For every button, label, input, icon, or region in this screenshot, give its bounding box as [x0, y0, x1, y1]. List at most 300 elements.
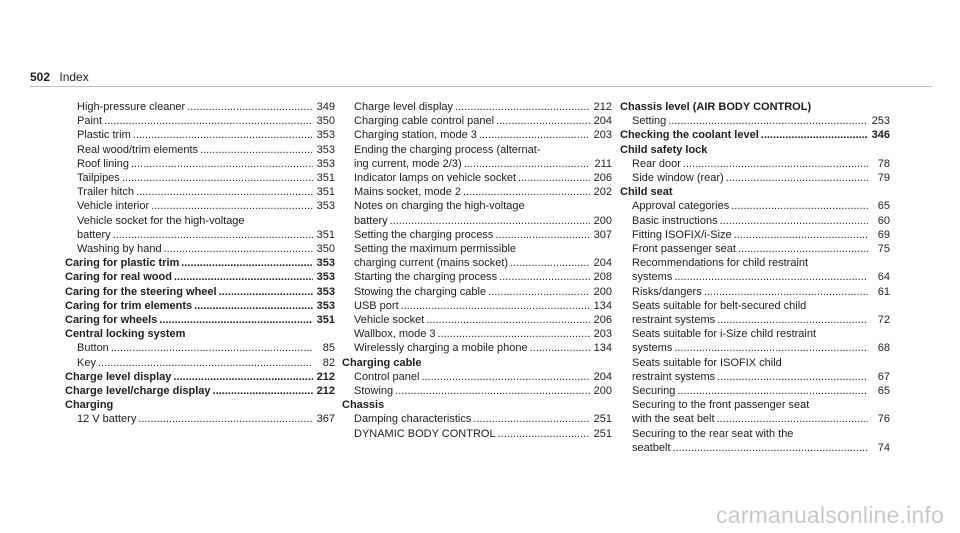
index-line	[632, 341, 890, 355]
dot-leader	[104, 114, 313, 128]
index-line	[354, 285, 612, 299]
page-reference[interactable]: 79	[877, 172, 890, 185]
dot-leader	[133, 128, 313, 142]
page-reference[interactable]: 353	[316, 200, 335, 213]
dot-leader	[731, 199, 868, 213]
index-line	[632, 199, 890, 213]
entry-text: Trailer hitch	[77, 186, 135, 199]
index-line	[77, 412, 335, 426]
page-reference[interactable]: 204	[593, 257, 612, 270]
index-subentry	[342, 242, 612, 270]
dot-leader	[390, 214, 590, 228]
index-line	[77, 214, 335, 228]
entry-text: Charging station, mode 3	[354, 129, 477, 142]
entry-text: High-pressure cleaner	[77, 101, 186, 113]
index-subentry	[620, 327, 890, 355]
index-subentry	[342, 341, 612, 355]
index-line	[65, 313, 335, 327]
dot-leader	[734, 228, 868, 242]
index-subentry	[620, 242, 890, 256]
entry-text: Damping characteristics	[354, 413, 472, 426]
dot-leader	[164, 242, 313, 256]
entry-text: Fitting ISOFIX/i-Size	[632, 228, 732, 241]
index-subentry	[65, 214, 335, 242]
index-line	[354, 171, 612, 185]
page-reference[interactable]: 367	[316, 413, 335, 426]
entry-text: Roof lining	[77, 157, 129, 170]
entry-text: with the seat belt	[632, 413, 715, 426]
dot-leader	[495, 228, 590, 242]
index-subentry	[65, 100, 335, 114]
index-line	[77, 199, 335, 213]
index-subentry	[65, 199, 335, 213]
index-line	[354, 128, 612, 142]
index-line	[65, 285, 335, 299]
entry-text: battery	[77, 228, 111, 241]
index-subentry	[342, 327, 612, 341]
entry-text: Ending the charging process (alternat-	[354, 143, 541, 156]
index-subentry	[65, 185, 335, 199]
index-line	[354, 242, 612, 256]
index-line	[632, 427, 890, 441]
index-line	[354, 214, 612, 228]
index-line	[65, 256, 335, 270]
page-reference[interactable]: 61	[877, 285, 890, 298]
index-subentry	[620, 299, 890, 327]
page-reference[interactable]: 134	[593, 299, 612, 312]
index-subentry	[620, 199, 890, 213]
page-reference[interactable]: 212	[593, 101, 612, 113]
entry-text: Stowing	[354, 385, 394, 398]
index-subentry	[620, 384, 890, 398]
dot-leader	[518, 171, 590, 185]
index-line	[354, 384, 612, 398]
page-reference[interactable]: 350	[316, 243, 335, 256]
entry-text: Side window (rear)	[632, 172, 724, 185]
entry-text: Chassis	[342, 399, 385, 412]
index-line	[354, 341, 612, 355]
entry-text: Stowing the charging cable	[354, 285, 487, 298]
index-subentry	[342, 128, 612, 142]
index-line	[77, 242, 335, 256]
entry-text: Basic instructions	[632, 214, 718, 227]
page-reference[interactable]: 353	[316, 299, 335, 312]
page-reference[interactable]: 204	[593, 115, 612, 128]
entry-text: Notes on charging the high-voltage	[354, 200, 525, 213]
index-line	[632, 114, 890, 128]
page-reference[interactable]: 76	[877, 413, 890, 426]
entry-text: Caring for real wood	[65, 271, 172, 284]
index-line	[632, 384, 890, 398]
page-title: Index	[59, 70, 89, 84]
page-number: 502	[30, 70, 51, 84]
dot-leader	[717, 313, 868, 327]
dot-leader	[173, 370, 313, 384]
index-line	[65, 327, 335, 341]
index-line	[620, 128, 890, 142]
index-line	[632, 398, 890, 412]
index-line	[77, 356, 335, 370]
index-line	[77, 114, 335, 128]
index-heading	[65, 370, 335, 384]
entry-text: Securing to the rear seat with the	[632, 427, 794, 440]
index-line	[77, 157, 335, 171]
index-subentry	[342, 384, 612, 398]
page-reference[interactable]: 64	[877, 271, 890, 284]
dot-leader	[499, 270, 590, 284]
page-reference[interactable]: 353	[316, 257, 335, 270]
index-subentry	[342, 199, 612, 227]
page-reference[interactable]: 203	[593, 129, 612, 142]
dot-leader	[194, 299, 313, 313]
dot-leader	[219, 285, 313, 299]
index-line	[77, 128, 335, 142]
page-reference[interactable]: 67	[877, 370, 890, 383]
index-subentry	[65, 143, 335, 157]
index-subentry	[65, 412, 335, 426]
dot-leader	[463, 185, 590, 199]
index-line	[632, 327, 890, 341]
entry-text: Wirelessly charging a mobile phone	[354, 342, 528, 355]
dot-leader	[122, 171, 313, 185]
index-line	[632, 171, 890, 185]
index-subentry	[342, 185, 612, 199]
entry-text: Child seat	[620, 186, 673, 199]
index-heading	[620, 100, 890, 114]
index-line	[632, 370, 890, 384]
entry-text: Charging cable control panel	[354, 115, 495, 128]
dot-leader	[200, 143, 313, 157]
dot-leader	[187, 100, 313, 114]
index-line	[620, 100, 890, 114]
page-reference[interactable]: 74	[877, 441, 890, 454]
index-subentry	[342, 299, 612, 313]
entry-text: Setting the maximum permissible	[354, 243, 517, 256]
entry-text: Risks/dangers	[632, 285, 702, 298]
index-subentry	[620, 114, 890, 128]
index-line	[620, 143, 890, 157]
page-reference[interactable]: 212	[316, 385, 335, 398]
entry-text: Front passenger seat	[632, 243, 736, 256]
page-reference[interactable]: 200	[593, 214, 612, 227]
page-reference[interactable]: 134	[593, 342, 612, 355]
index-heading	[65, 384, 335, 398]
entry-text: Caring for the steering wheel	[65, 285, 217, 298]
entry-text: Plastic trim	[77, 129, 131, 142]
index-line	[632, 270, 890, 284]
entry-text: Vehicle interior	[77, 200, 150, 213]
index-subentry	[65, 157, 335, 171]
dot-leader	[151, 199, 313, 213]
entry-text: Key	[77, 356, 96, 369]
index-line	[354, 143, 612, 157]
page-reference[interactable]: 211	[594, 157, 612, 170]
entry-text: Securing to the front passenger seat	[632, 399, 810, 412]
index-line	[354, 157, 612, 171]
index-line	[620, 185, 890, 199]
index-subentry	[342, 313, 612, 327]
entry-text: Caring for trim elements	[65, 299, 193, 312]
page-reference[interactable]: 203	[593, 328, 612, 341]
page-reference[interactable]: 208	[593, 271, 612, 284]
index-subentry	[65, 171, 335, 185]
page-reference[interactable]: 351	[316, 314, 335, 327]
index-subentry	[342, 270, 612, 284]
page-reference[interactable]: 75	[877, 243, 890, 256]
index-subentry	[342, 370, 612, 384]
index-line	[342, 398, 612, 412]
page-reference[interactable]: 251	[593, 413, 612, 426]
page-reference[interactable]: 353	[316, 271, 335, 284]
index-line	[354, 270, 612, 284]
index-line	[632, 228, 890, 242]
index-line	[77, 143, 335, 157]
entry-text: Real wood/trim elements	[77, 143, 199, 156]
index-column-3	[620, 100, 890, 455]
index-heading	[65, 327, 335, 341]
index-line	[65, 370, 335, 384]
dot-leader	[674, 270, 868, 284]
index-line	[354, 327, 612, 341]
index-heading	[620, 185, 890, 199]
page-reference[interactable]: 350	[316, 115, 335, 128]
dot-leader	[496, 114, 590, 128]
index-line	[632, 157, 890, 171]
page-reference[interactable]: 69	[877, 228, 890, 241]
index-line	[354, 427, 612, 441]
page-reference[interactable]: 206	[593, 314, 612, 327]
dot-leader	[421, 370, 590, 384]
dot-leader	[677, 384, 868, 398]
index-subentry	[342, 171, 612, 185]
index-subentry	[342, 100, 612, 114]
index-subentry	[65, 242, 335, 256]
entry-text: Washing by hand	[77, 243, 162, 256]
index-heading	[65, 398, 335, 412]
index-subentry	[620, 256, 890, 284]
dot-leader	[717, 412, 868, 426]
dot-leader	[704, 285, 868, 299]
dot-leader	[113, 228, 313, 242]
entry-text: Securing	[632, 385, 676, 398]
entry-text: battery	[354, 214, 388, 227]
index-heading	[65, 285, 335, 299]
entry-text: Caring for plastic trim	[65, 257, 180, 270]
page-reference[interactable]: 353	[316, 285, 335, 298]
index-heading	[342, 398, 612, 412]
dot-leader	[438, 327, 590, 341]
index-line	[354, 100, 612, 114]
index-subentry	[342, 228, 612, 242]
index-subentry	[342, 427, 612, 441]
dot-leader	[510, 256, 590, 270]
page-reference[interactable]: 85	[322, 342, 335, 355]
page-reference[interactable]: 200	[593, 385, 612, 398]
index-subentry	[620, 398, 890, 426]
index-line	[632, 242, 890, 256]
entry-text: seatbelt	[632, 441, 671, 454]
index-subentry	[620, 427, 890, 455]
index-subentry	[620, 228, 890, 242]
entry-text: Control panel	[354, 370, 420, 383]
index-line	[354, 199, 612, 213]
index-line	[354, 313, 612, 327]
index-line	[632, 285, 890, 299]
index-heading	[65, 313, 335, 327]
dot-leader	[717, 370, 868, 384]
entry-text: charging current (mains socket)	[354, 257, 509, 270]
entry-text: Rear door	[632, 157, 681, 170]
index-subentry	[65, 128, 335, 142]
index-line	[354, 370, 612, 384]
index-heading	[620, 128, 890, 142]
index-line	[342, 356, 612, 370]
dot-leader	[455, 100, 590, 114]
index-line	[632, 356, 890, 370]
entry-text: Caring for wheels	[65, 314, 158, 327]
dot-leader	[131, 157, 313, 171]
page-reference[interactable]: 353	[316, 157, 335, 170]
dot-leader	[401, 299, 590, 313]
page-header	[30, 70, 89, 84]
entry-text: ing current, mode 2/3)	[354, 157, 462, 170]
entry-text: Charging cable	[342, 356, 422, 369]
index-heading	[342, 356, 612, 370]
index-subentry	[342, 143, 612, 171]
index-subentry	[620, 285, 890, 299]
header-divider	[30, 86, 932, 87]
dot-leader	[479, 128, 590, 142]
dot-leader	[473, 412, 590, 426]
index-subentry	[65, 341, 335, 355]
index-subentry	[620, 171, 890, 185]
dot-leader	[395, 384, 590, 398]
index-line	[632, 299, 890, 313]
entry-text: systems	[632, 342, 673, 355]
entry-text: Chassis level (AIR BODY CONTROL)	[620, 101, 812, 113]
page-reference[interactable]: 78	[877, 157, 890, 170]
index-line	[77, 228, 335, 242]
page-reference[interactable]: 212	[316, 370, 335, 383]
index-line	[354, 412, 612, 426]
entry-text: Seats suitable for ISOFIX child	[632, 356, 782, 369]
entry-text: Charge level display	[65, 370, 172, 383]
index-line	[354, 228, 612, 242]
entry-text: Checking the coolant level	[620, 129, 759, 142]
index-line	[632, 256, 890, 270]
page-reference[interactable]: 65	[877, 385, 890, 398]
index-line	[354, 114, 612, 128]
index-subentry	[342, 114, 612, 128]
index-subentry	[342, 412, 612, 426]
index-subentry	[342, 285, 612, 299]
page-reference[interactable]: 206	[593, 172, 612, 185]
dot-leader	[98, 356, 313, 370]
page-reference[interactable]: 202	[593, 186, 612, 199]
dot-leader	[464, 157, 590, 171]
entry-text: systems	[632, 271, 673, 284]
entry-text: Child safety lock	[620, 143, 708, 156]
entry-text: Setting the charging process	[354, 228, 494, 241]
entry-text: Mains socket, mode 2	[354, 186, 461, 199]
entry-text: restraint systems	[632, 370, 716, 383]
page-reference[interactable]: 72	[877, 314, 890, 327]
index-line	[632, 214, 890, 228]
entry-text: Seats suitable for i-Size child restraint	[632, 328, 817, 341]
page-reference[interactable]: 68	[877, 342, 890, 355]
dot-leader	[674, 341, 868, 355]
dot-leader	[668, 114, 868, 128]
index-subentry	[65, 114, 335, 128]
page-reference[interactable]: 200	[593, 285, 612, 298]
dot-leader	[138, 412, 313, 426]
index-column-2	[342, 100, 612, 441]
dot-leader	[738, 242, 868, 256]
dot-leader	[488, 285, 590, 299]
entry-text: DYNAMIC BODY CONTROL	[354, 427, 496, 440]
watermark: carmanualsonline.info	[716, 502, 944, 528]
index-heading	[620, 143, 890, 157]
index-line	[632, 441, 890, 455]
index-line	[65, 270, 335, 284]
entry-text: Recommendations for child restraint	[632, 257, 809, 270]
dot-leader	[498, 427, 590, 441]
page-reference[interactable]: 353	[316, 129, 335, 142]
page-reference[interactable]: 351	[316, 228, 335, 241]
entry-text: Paint	[77, 115, 103, 128]
entry-text: Setting	[632, 115, 667, 128]
entry-text: Button	[77, 342, 109, 355]
page-reference[interactable]: 351	[316, 172, 335, 185]
page-reference[interactable]: 253	[871, 115, 890, 128]
page-reference[interactable]: 307	[593, 228, 612, 241]
page-reference[interactable]: 60	[877, 214, 890, 227]
entry-text: Charging	[65, 399, 114, 412]
entry-text: 12 V battery	[77, 413, 137, 426]
page-reference[interactable]: 251	[593, 427, 612, 440]
dot-leader	[530, 341, 590, 355]
index-column-1	[65, 100, 335, 427]
page-reference[interactable]: 204	[593, 370, 612, 383]
entry-text: Approval categories	[632, 200, 730, 213]
index-line	[65, 398, 335, 412]
dot-leader	[111, 341, 313, 355]
page-reference[interactable]: 353	[316, 143, 335, 156]
index-subentry	[620, 214, 890, 228]
page-reference[interactable]: 349	[316, 101, 335, 113]
dot-leader	[159, 313, 313, 327]
entry-text: Tailpipes	[77, 172, 120, 185]
entry-text: Starting the charging process	[354, 271, 498, 284]
page-reference[interactable]: 82	[322, 356, 335, 369]
page-reference[interactable]: 65	[877, 200, 890, 213]
dot-leader	[174, 270, 313, 284]
page-reference[interactable]: 346	[871, 129, 890, 142]
index-line	[632, 412, 890, 426]
index-line	[354, 185, 612, 199]
index-subentry	[620, 157, 890, 171]
index-heading	[65, 270, 335, 284]
index-line	[77, 100, 335, 114]
dot-leader	[726, 171, 868, 185]
entry-text: Vehicle socket for the high-voltage	[77, 214, 245, 227]
page-reference[interactable]: 351	[316, 186, 335, 199]
entry-text: Central locking system	[65, 328, 186, 341]
dot-leader	[136, 185, 313, 199]
index-heading	[65, 299, 335, 313]
index-line	[354, 299, 612, 313]
index-subentry	[65, 356, 335, 370]
